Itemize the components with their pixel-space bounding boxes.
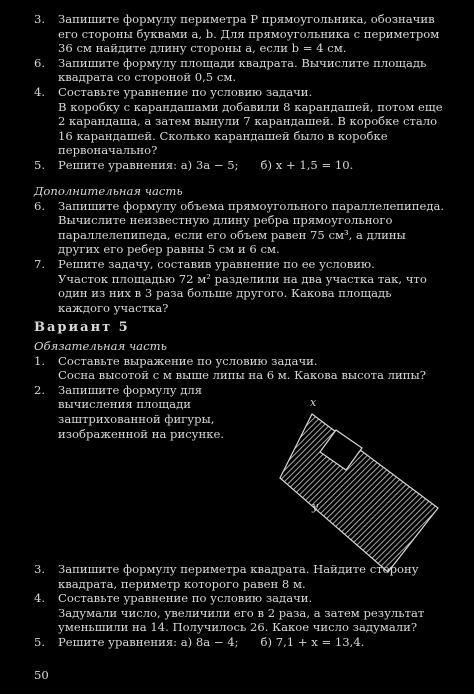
task-number: 1. — [34, 353, 46, 368]
page-number: 50 — [34, 668, 49, 682]
task-problem: В коробку с карандашами добавили 8 карандашей, потом еще 2 карандаша, а затем вынули 7 карандашей. В коробке стало 16 карандашей. Сколько карандашей было в коробке первоначально? — [58, 99, 443, 158]
additional-section — [0, 184, 474, 315]
task-text: Решите задачу, составив уравнение по ее условию. — [58, 256, 375, 271]
task-item — [0, 257, 474, 315]
equation-b: б) 7,1 + x = 13,4. — [260, 634, 365, 649]
task-item — [0, 354, 474, 383]
equation-a: Решите уравнения: а) 8a − 4; — [58, 634, 239, 649]
later-section — [0, 562, 474, 650]
outer-rectangle — [280, 414, 438, 572]
label-x: x — [310, 396, 317, 409]
task-item — [0, 562, 474, 591]
task-number: 4. — [34, 84, 46, 99]
task-item — [0, 591, 474, 635]
top-section — [0, 12, 474, 173]
task-number: 6. — [34, 55, 46, 70]
task-number: 3. — [34, 12, 46, 26]
equation-b: б) x + 1,5 = 10. — [260, 157, 354, 172]
task-text: Составьте выражение по условию задачи. — [58, 353, 318, 368]
label-y: y — [312, 500, 319, 513]
task-item — [0, 158, 474, 173]
task-text: Запишите формулу периметра квадрата. Найдите сторону квадрата, периметр которого равен 8 м. — [58, 562, 419, 591]
task-text: Запишите формулу объема прямоугольного параллелепипеда. Вычислите неизвестную длину ребра прямоугольного параллелепипеда, если его объем равен 75 см³, а длины других его ребер равны 5 см и 6 см. — [58, 198, 445, 257]
task-number: 2. — [34, 382, 46, 397]
task-problem: Задумали число, увеличили его в 2 раза, а затем результат уменьшили на 14. Получилось 26. Какое число задумали? — [58, 605, 425, 635]
section-heading: Дополнительная часть — [34, 184, 183, 198]
equation-a: Решите уравнения: а) 3a − 5; — [58, 157, 239, 172]
task-item — [0, 199, 474, 257]
section-heading: Обязательная часть — [34, 339, 167, 353]
task-number: 4. — [34, 591, 46, 606]
task-number: 6. — [34, 198, 46, 213]
task-number: 3. — [34, 562, 46, 576]
task-number: 7. — [34, 256, 46, 271]
task-number: 5. — [34, 634, 46, 649]
task-item — [0, 56, 474, 85]
shaded-figure — [272, 386, 448, 578]
task-problem: Сосна высотой c м выше липы на 6 м. Какова высота липы? — [58, 368, 426, 383]
task-number: 5. — [34, 157, 46, 172]
task-item — [0, 635, 474, 650]
task-text: Запишите формулу периметра P прямоугольника, обозначив его стороны буквами a, b. Для прямоугольника с периметром 36 см найдите длину стороны a, если b = 4 см. — [58, 12, 440, 56]
task-item — [0, 85, 474, 158]
task-text: Запишите формулу площади квадрата. Вычислите площадь квадрата со стороной 0,5 см. — [58, 55, 427, 85]
task-item — [0, 12, 474, 56]
variant-title: Вариант 5 — [34, 320, 130, 335]
task-text: Запишите формулу для вычисления площади заштрихованной фигуры, изображенной на рисунке. — [58, 382, 225, 441]
task-text: Составьте уравнение по условию задачи. — [58, 84, 313, 99]
task-problem: Участок площадью 72 м² разделили на два участка так, что один из них в 3 раза больше другого. Какова площадь каждого участка? — [58, 271, 427, 315]
task-text: Составьте уравнение по условию задачи. — [58, 591, 313, 606]
